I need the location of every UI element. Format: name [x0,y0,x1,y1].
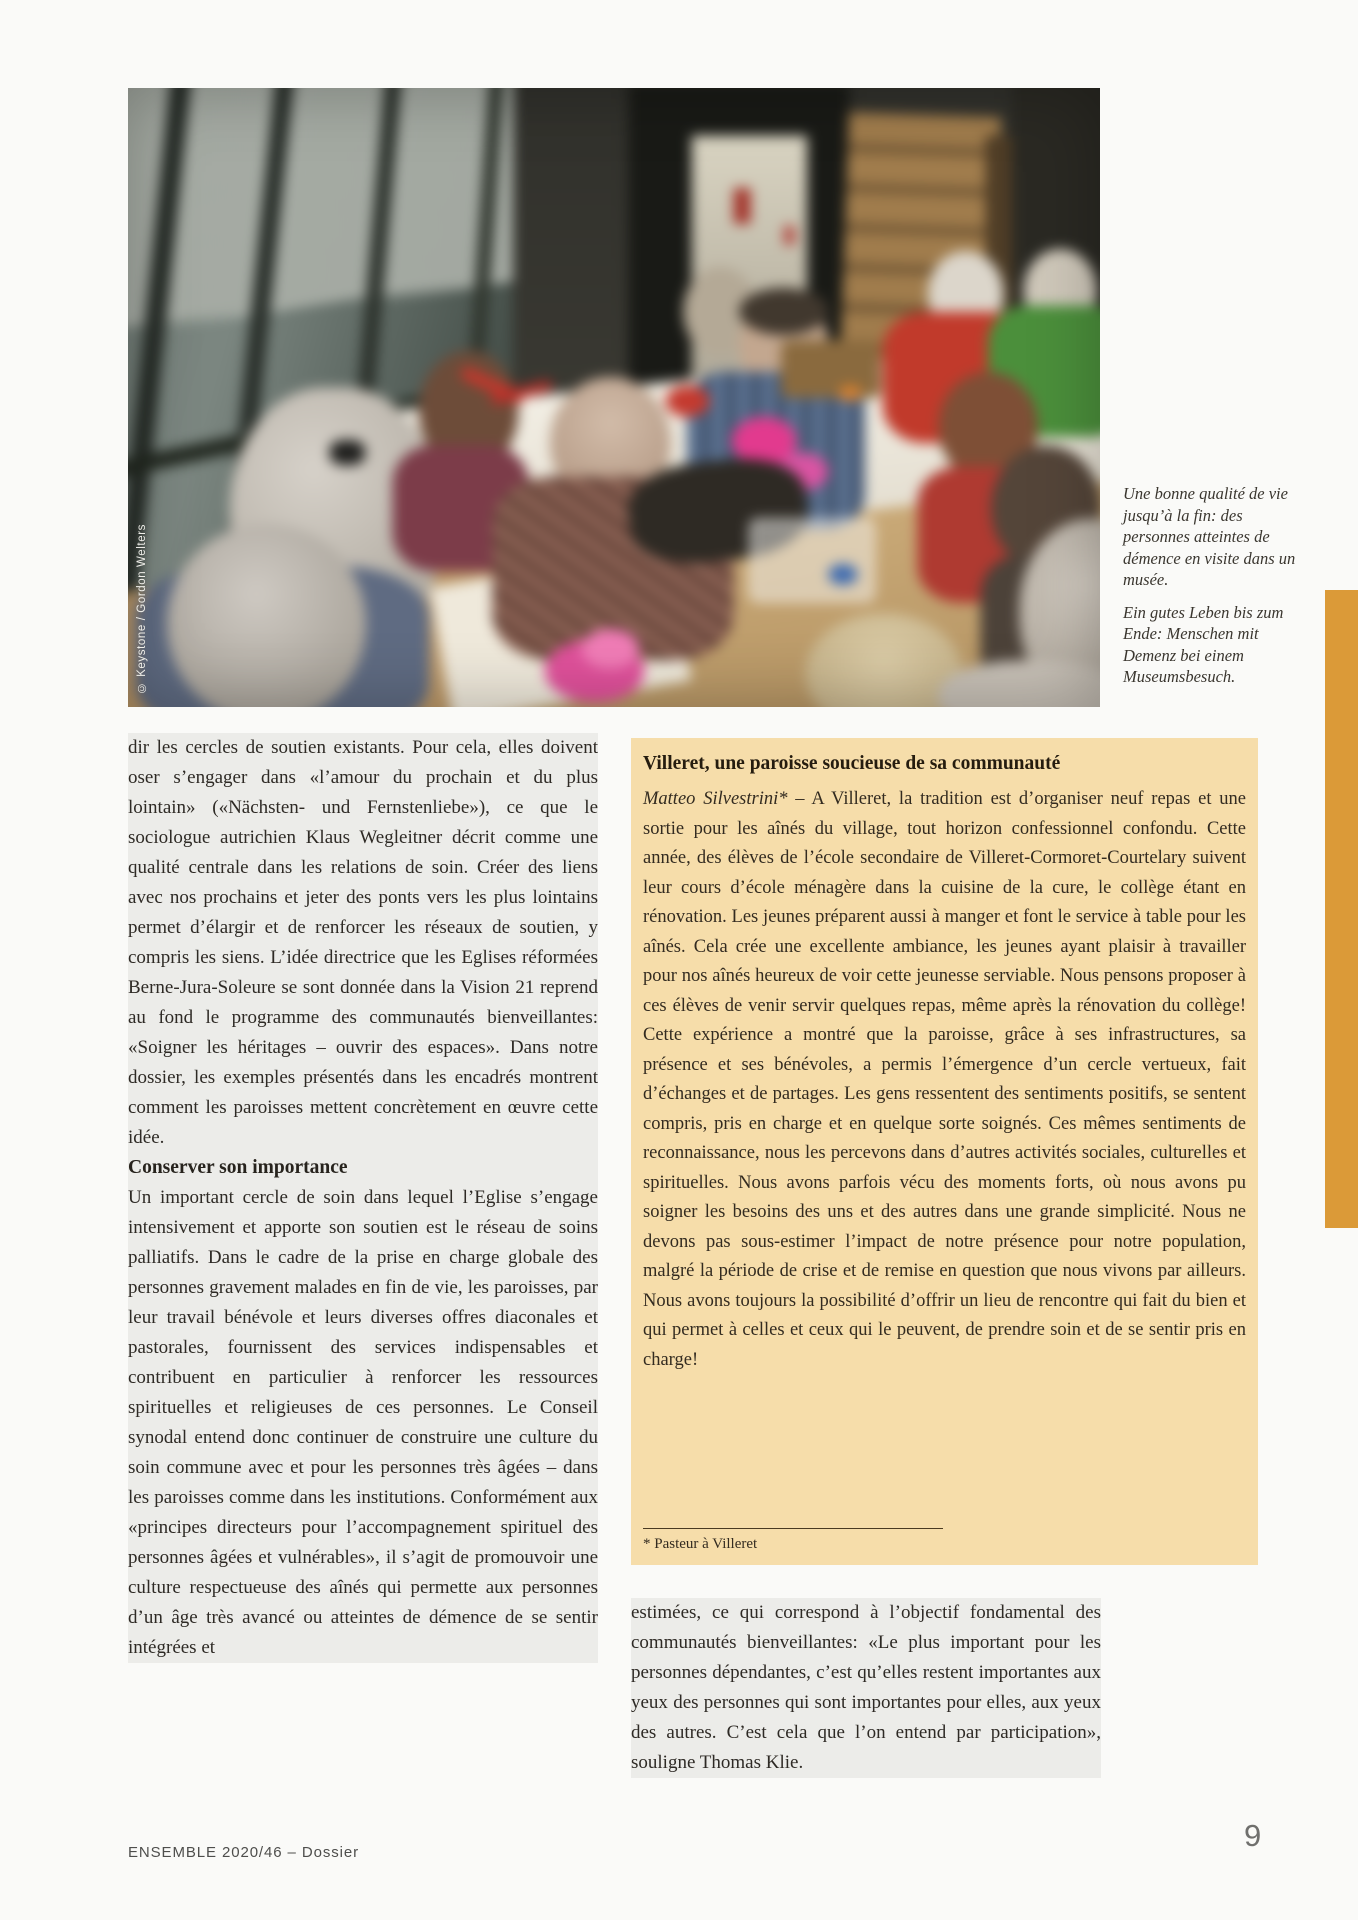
right-column [631,1598,1101,1778]
sidebar-box-villeret [631,738,1258,1565]
photo-craft-felt [828,564,857,585]
sidebar-box-text: – A Villeret, la tradition est d’organiser neuf repas et une sortie pour les aînés du village, tout horizon confessionnel confondu. Cette année, des élèves de l’école secondaire de Villeret-Cormoret-Courtelary suivent leur cours d’école ménagère dans la cuisine de la cure, le collège étant en rénovation. Les jeunes préparent aussi à manger et font le service à table pour les aînés. Cela crée une excellente ambiance, les jeunes ayant plaisir à travailler pour nos aînés heureux de voir cette jeunesse serviable. Nous pensons proposer à ces élèves de venir servir quelques repas, même après la rénovation du collège! Cette expérience a montré que la paroisse, grâce à ses infrastructures, sa présence et ses bénévoles, a permis l’émergence d’un cercle vertueux, fait d’échanges et de partages. Les gens ressentent des sentiments positifs, se sentent compris, pris en charge et en quelque sorte soignés. Ces mêmes sentiments de reconnaissance, nous les percevons dans d’autres activités sociales, culturelles et spirituelles. Nous avons parfois vécu des moments forts, où nous avons pu soigner les besoins des uns et des autres dans une grande simplicité. Nous ne devons pas sous-estimer l’impact de notre présence pour notre population, malgré la période de crise et de remise en question que nous vivons par ailleurs. Nous avons toujours la possibilité d’offrir un lieu de rencontre qui fait du bien et qui permet à celles et ceux qui le peuvent, de prendre soin et de se sentir pris en charge! [643,789,1246,1370]
section-accent-bar [1325,590,1358,1228]
photo-caption-french: Une bonne qualité de vie jusqu’à la fin: des personnes atteintes de démence en visite dans un musée. [1123,484,1296,589]
workshop-photo [128,88,1100,707]
sidebar-box-title: Villeret, une paroisse soucieuse de sa communauté [643,753,1061,774]
footer-journal-label: ENSEMBLE 2020/46 – Dossier [128,1844,360,1861]
sidebar-box-author: Matteo Silvestrini* [643,789,788,809]
sidebar-box-footnote: * Pasteur à Villeret [643,1536,758,1552]
photo-craft-felt [581,629,639,669]
body-paragraph: estimées, ce qui correspond à l’objectif fondamental des communautés bienveillantes: «Le plus important pour les personnes dépendantes, c’est qu’elles restent importantes aux yeux des personnes qui sont importantes pour elles, aux yeux des autres. C’est cela que l’on entend par participation», souligne Thomas Klie. [631,1602,1101,1773]
page-number: 9 [1244,1818,1262,1853]
photo-hair-clip [329,440,365,465]
left-column [128,733,598,1663]
photo-credit: © Keystone / Gordon Welters [136,523,148,693]
photo-red-banner [734,188,751,224]
sidebar-box-body [643,785,1246,1375]
photo-plastic-box [749,519,874,602]
photo-caption-german: Ein gutes Leben bis zum Ende: Menschen mit Demenz bei einem Museumsbesuch. [1123,602,1284,686]
photo-craft-felt [839,385,862,401]
footnote-rule [643,1528,943,1529]
section-heading: Conserver son importance [128,1157,348,1178]
photo-person-hair [739,288,828,335]
photo-scene [128,88,1100,707]
body-paragraph: dir les cercles de soutien existants. Pour cela, elles doivent oser s’engager dans «l’amour du prochain et du plus lointain» («Nächsten- und Fernstenliebe»), ce que le sociologue autrichien Klaus Wegleitner décrit comme une qualité centrale dans les relations de soin. Créer des liens avec nos prochains et jeter des ponts vers les plus lointains permet d’élargir et de renforcer les réseaux de soutien, y compris les siens. L’idée directrice que les Eglises réformées Berne-Jura-Soleure se sont donnée dans la Vision 21 reprend au fond le programme des communautés bienveillantes: «Soigner les héritages – ouvrir des espaces». Dans notre dossier, les exemples présentés dans les encadrés montrent comment les paroisses mettent concrètement en œuvre cette idée. [128,737,598,1148]
photo-craft-felt [665,385,709,417]
photo-wooden-stand [781,340,881,398]
sidebar-box-footer [643,1528,1246,1553]
photo-caption [1123,483,1301,699]
body-paragraph: Un important cercle de soin dans lequel l’Eglise s’engage intensivement et apporte son soutien est le réseau de soins palliatifs. Dans le cadre de la prise en charge globale des personnes gravement malades en fin de vie, les paroisses, par leur travail bénévole et leurs diverses offres diaconales et pastorales, fournissent des services indispensables et contribuent en particulier à renforcer les ressources spirituelles et religieuses de ces personnes. Le Conseil synodal entend donc continuer de construire une culture du soin commune avec et pour les personnes très âgées – dans les paroisses comme dans les institutions. Conformément aux «principes directeurs pour l’accompagnement spirituel des personnes âgées et vulnérables», il s’agit de promouvoir une culture respectueuse des aînés qui permette aux personnes d’un âge très avancé ou atteintes de démence de se sentir intégrées et [128,1187,598,1658]
photo-red-banner [784,226,795,245]
